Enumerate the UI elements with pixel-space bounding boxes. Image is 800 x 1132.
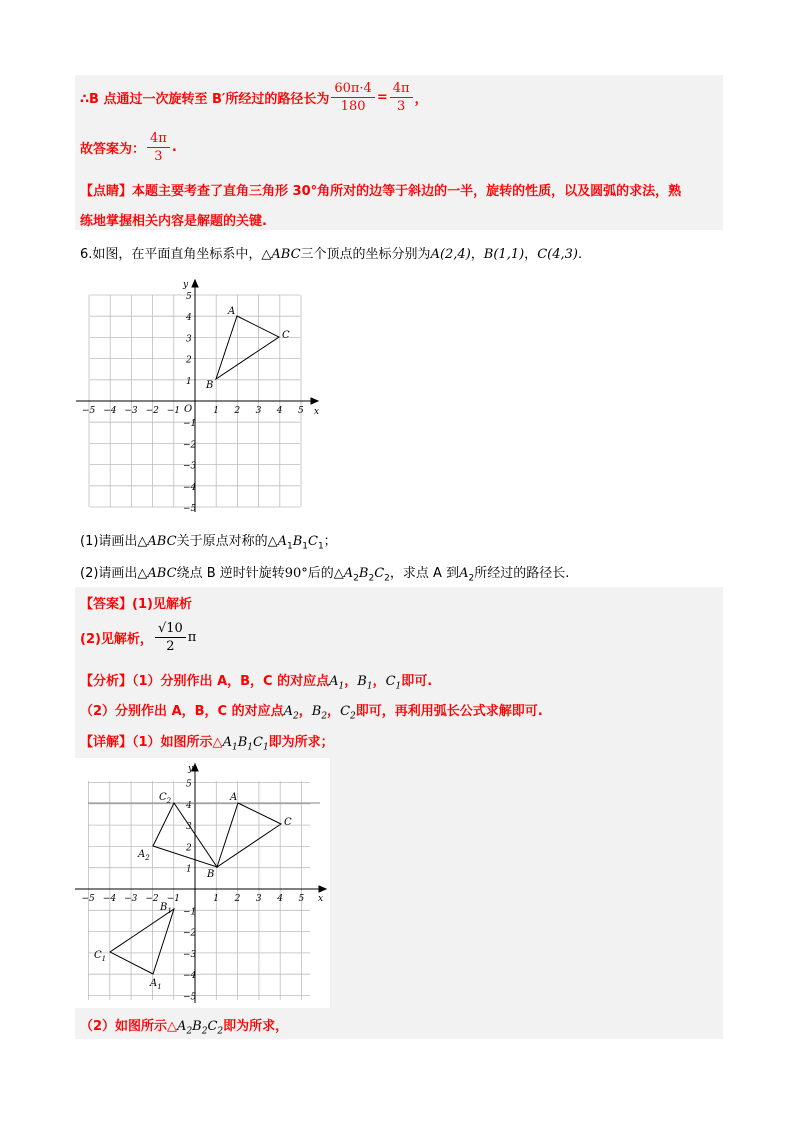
y-tick-label: 5 bbox=[186, 779, 192, 790]
fraction-arc-length: $\frac{60\pi\cdot 4}{180}$ bbox=[331, 80, 375, 115]
y-tick-label: 4 bbox=[186, 313, 192, 324]
origin-label: O bbox=[184, 404, 193, 415]
label-a1: $A_1$ bbox=[150, 978, 162, 991]
question-2: (2)请画出△ABC绕点 B 逆时针旋转90°后的$\triangle A_2B_2C_2$，求点 A 到$A_2$所经过的路径长. bbox=[80, 566, 570, 584]
x-tick-label: 2 bbox=[234, 406, 241, 416]
x-tick-label: 1 bbox=[213, 894, 220, 904]
x-tick-label: 1 bbox=[213, 406, 219, 416]
x-tick-label: −1 bbox=[166, 894, 180, 904]
y-axis-arrow bbox=[192, 280, 198, 287]
label-a2: $A_2$ bbox=[138, 849, 150, 862]
y-tick-label: 2 bbox=[186, 843, 192, 854]
axis-y-label: y bbox=[188, 764, 194, 774]
label-b: B bbox=[207, 869, 215, 880]
y-tick-label: −5 bbox=[183, 504, 197, 514]
y-tick-label: 2 bbox=[186, 355, 192, 366]
problem-stem: 6.如图，在平面直角坐标系中，△ABC三个顶点的坐标分别为A(2,4)，B(1,1)，C(4,3). bbox=[80, 247, 583, 262]
x-tick-label: 4 bbox=[276, 406, 283, 416]
y-tick-label: 3 bbox=[186, 334, 192, 345]
x-axis-arrow bbox=[319, 886, 326, 892]
y-tick-label: −5 bbox=[183, 992, 197, 1003]
x-tick-label: −2 bbox=[145, 406, 159, 416]
coordinate-graph-1 bbox=[70, 275, 330, 515]
label-c2: $C_2$ bbox=[159, 792, 172, 805]
y-tick-label: 1 bbox=[186, 376, 192, 387]
label-c: C bbox=[282, 330, 290, 341]
x-tick-label: 5 bbox=[298, 894, 305, 904]
answer-line2: (2)见解析， $\frac{√10}{2}$ π bbox=[80, 621, 197, 654]
prev-solution-line1: ∴B 点通过一次旋转至 B′所经过的路径长为 $\frac{60\pi\cdot 4}{180}$ = $\frac{4\pi}{3}$ ， bbox=[80, 81, 428, 114]
y-tick-label: −4 bbox=[183, 482, 197, 493]
axes bbox=[76, 280, 318, 512]
prev-answer-line: 故答案为： $\frac{4\pi}{3}$ . bbox=[80, 131, 177, 164]
x-axis-arrow bbox=[311, 398, 318, 404]
fraction-result: $\frac{4\pi}{3}$ bbox=[390, 80, 413, 115]
x-tick-label: −5 bbox=[82, 406, 96, 416]
analysis-line2: （2）分别作出 A，B，C 的对应点$A_2$，$B_2$，$C_2$即可，再利用弧长公式求解即可. bbox=[80, 704, 543, 722]
y-tick-label: −1 bbox=[183, 419, 197, 430]
x-tick-label: 3 bbox=[255, 894, 262, 904]
y-tick-label: −3 bbox=[183, 949, 197, 960]
y-tick-label: −2 bbox=[183, 928, 197, 939]
x-tick-label: 2 bbox=[234, 894, 241, 904]
grid bbox=[88, 781, 310, 1000]
x-tick-label: −5 bbox=[81, 894, 95, 904]
x-tick-label: −4 bbox=[103, 406, 117, 416]
label-b1: $B_1$ bbox=[160, 902, 172, 915]
label-a: A bbox=[230, 792, 238, 803]
label-a: A bbox=[228, 306, 236, 317]
x-tick-label: −3 bbox=[124, 406, 138, 416]
detail-line1: 【详解】（1）如图所示$\triangle A_1B_1C_1$即为所求； bbox=[80, 735, 334, 753]
x-tick-label: −2 bbox=[145, 894, 159, 904]
y-tick-label: 3 bbox=[186, 822, 192, 833]
analysis-line1: 【分析】（1）分别作出 A，B，C 的对应点$A_1$，$B_1$，$C_1$即可. bbox=[80, 674, 433, 692]
x-tick-label: −4 bbox=[102, 894, 117, 904]
triangle-abc bbox=[217, 803, 281, 867]
comment-line1: 【点睛】本题主要考查了直角三角形 30°角所对的边等于斜边的一半，旋转的性质，以及圆弧的求法，熟 bbox=[80, 184, 682, 199]
y-tick-label: −4 bbox=[183, 971, 197, 982]
axis-y-label: y bbox=[183, 280, 189, 290]
y-tick-label: −3 bbox=[183, 461, 197, 472]
axis-x-label: x bbox=[314, 407, 320, 417]
y-tick-label: 5 bbox=[186, 292, 192, 302]
y-tick-label: 1 bbox=[186, 864, 192, 875]
triangle-a1b1c1 bbox=[110, 909, 174, 974]
x-tick-label: −1 bbox=[166, 406, 181, 416]
x-tick-label: −3 bbox=[124, 894, 138, 904]
x-tick-label: 5 bbox=[298, 406, 304, 416]
detail-line2: （2）如图所示$\triangle A_2B_2C_2$即为所求， bbox=[80, 1019, 289, 1037]
tick-labels bbox=[82, 780, 305, 1003]
answer-fraction: $\frac{4\pi}{3}$ bbox=[147, 130, 170, 165]
x-tick-label: 4 bbox=[277, 894, 283, 904]
axes bbox=[75, 764, 326, 1003]
coordinate-graph-2 bbox=[75, 758, 330, 1008]
label-c: C bbox=[284, 817, 292, 828]
answer-sqrt-fraction: $\frac{√10}{2}$ bbox=[155, 620, 186, 655]
tick-labels bbox=[82, 292, 304, 514]
x-tick-label: 3 bbox=[255, 406, 262, 416]
axis-x-label: x bbox=[318, 894, 324, 904]
answer-line1: 【答案】(1)见解析 bbox=[80, 597, 192, 612]
comment-line2: 练地掌握相关内容是解题的关键. bbox=[80, 214, 267, 229]
y-tick-label: −2 bbox=[183, 440, 197, 451]
label-b: B bbox=[206, 380, 214, 391]
label-c1: $C_1$ bbox=[94, 950, 107, 963]
triangle-a2b2c2 bbox=[153, 800, 217, 867]
y-tick-label: 4 bbox=[186, 800, 192, 811]
y-tick-label: −1 bbox=[183, 907, 197, 918]
question-1: (1)请画出△ABC关于原点对称的$\triangle A_1B_1C_1$； bbox=[80, 534, 337, 552]
triangle-abc bbox=[216, 316, 279, 379]
